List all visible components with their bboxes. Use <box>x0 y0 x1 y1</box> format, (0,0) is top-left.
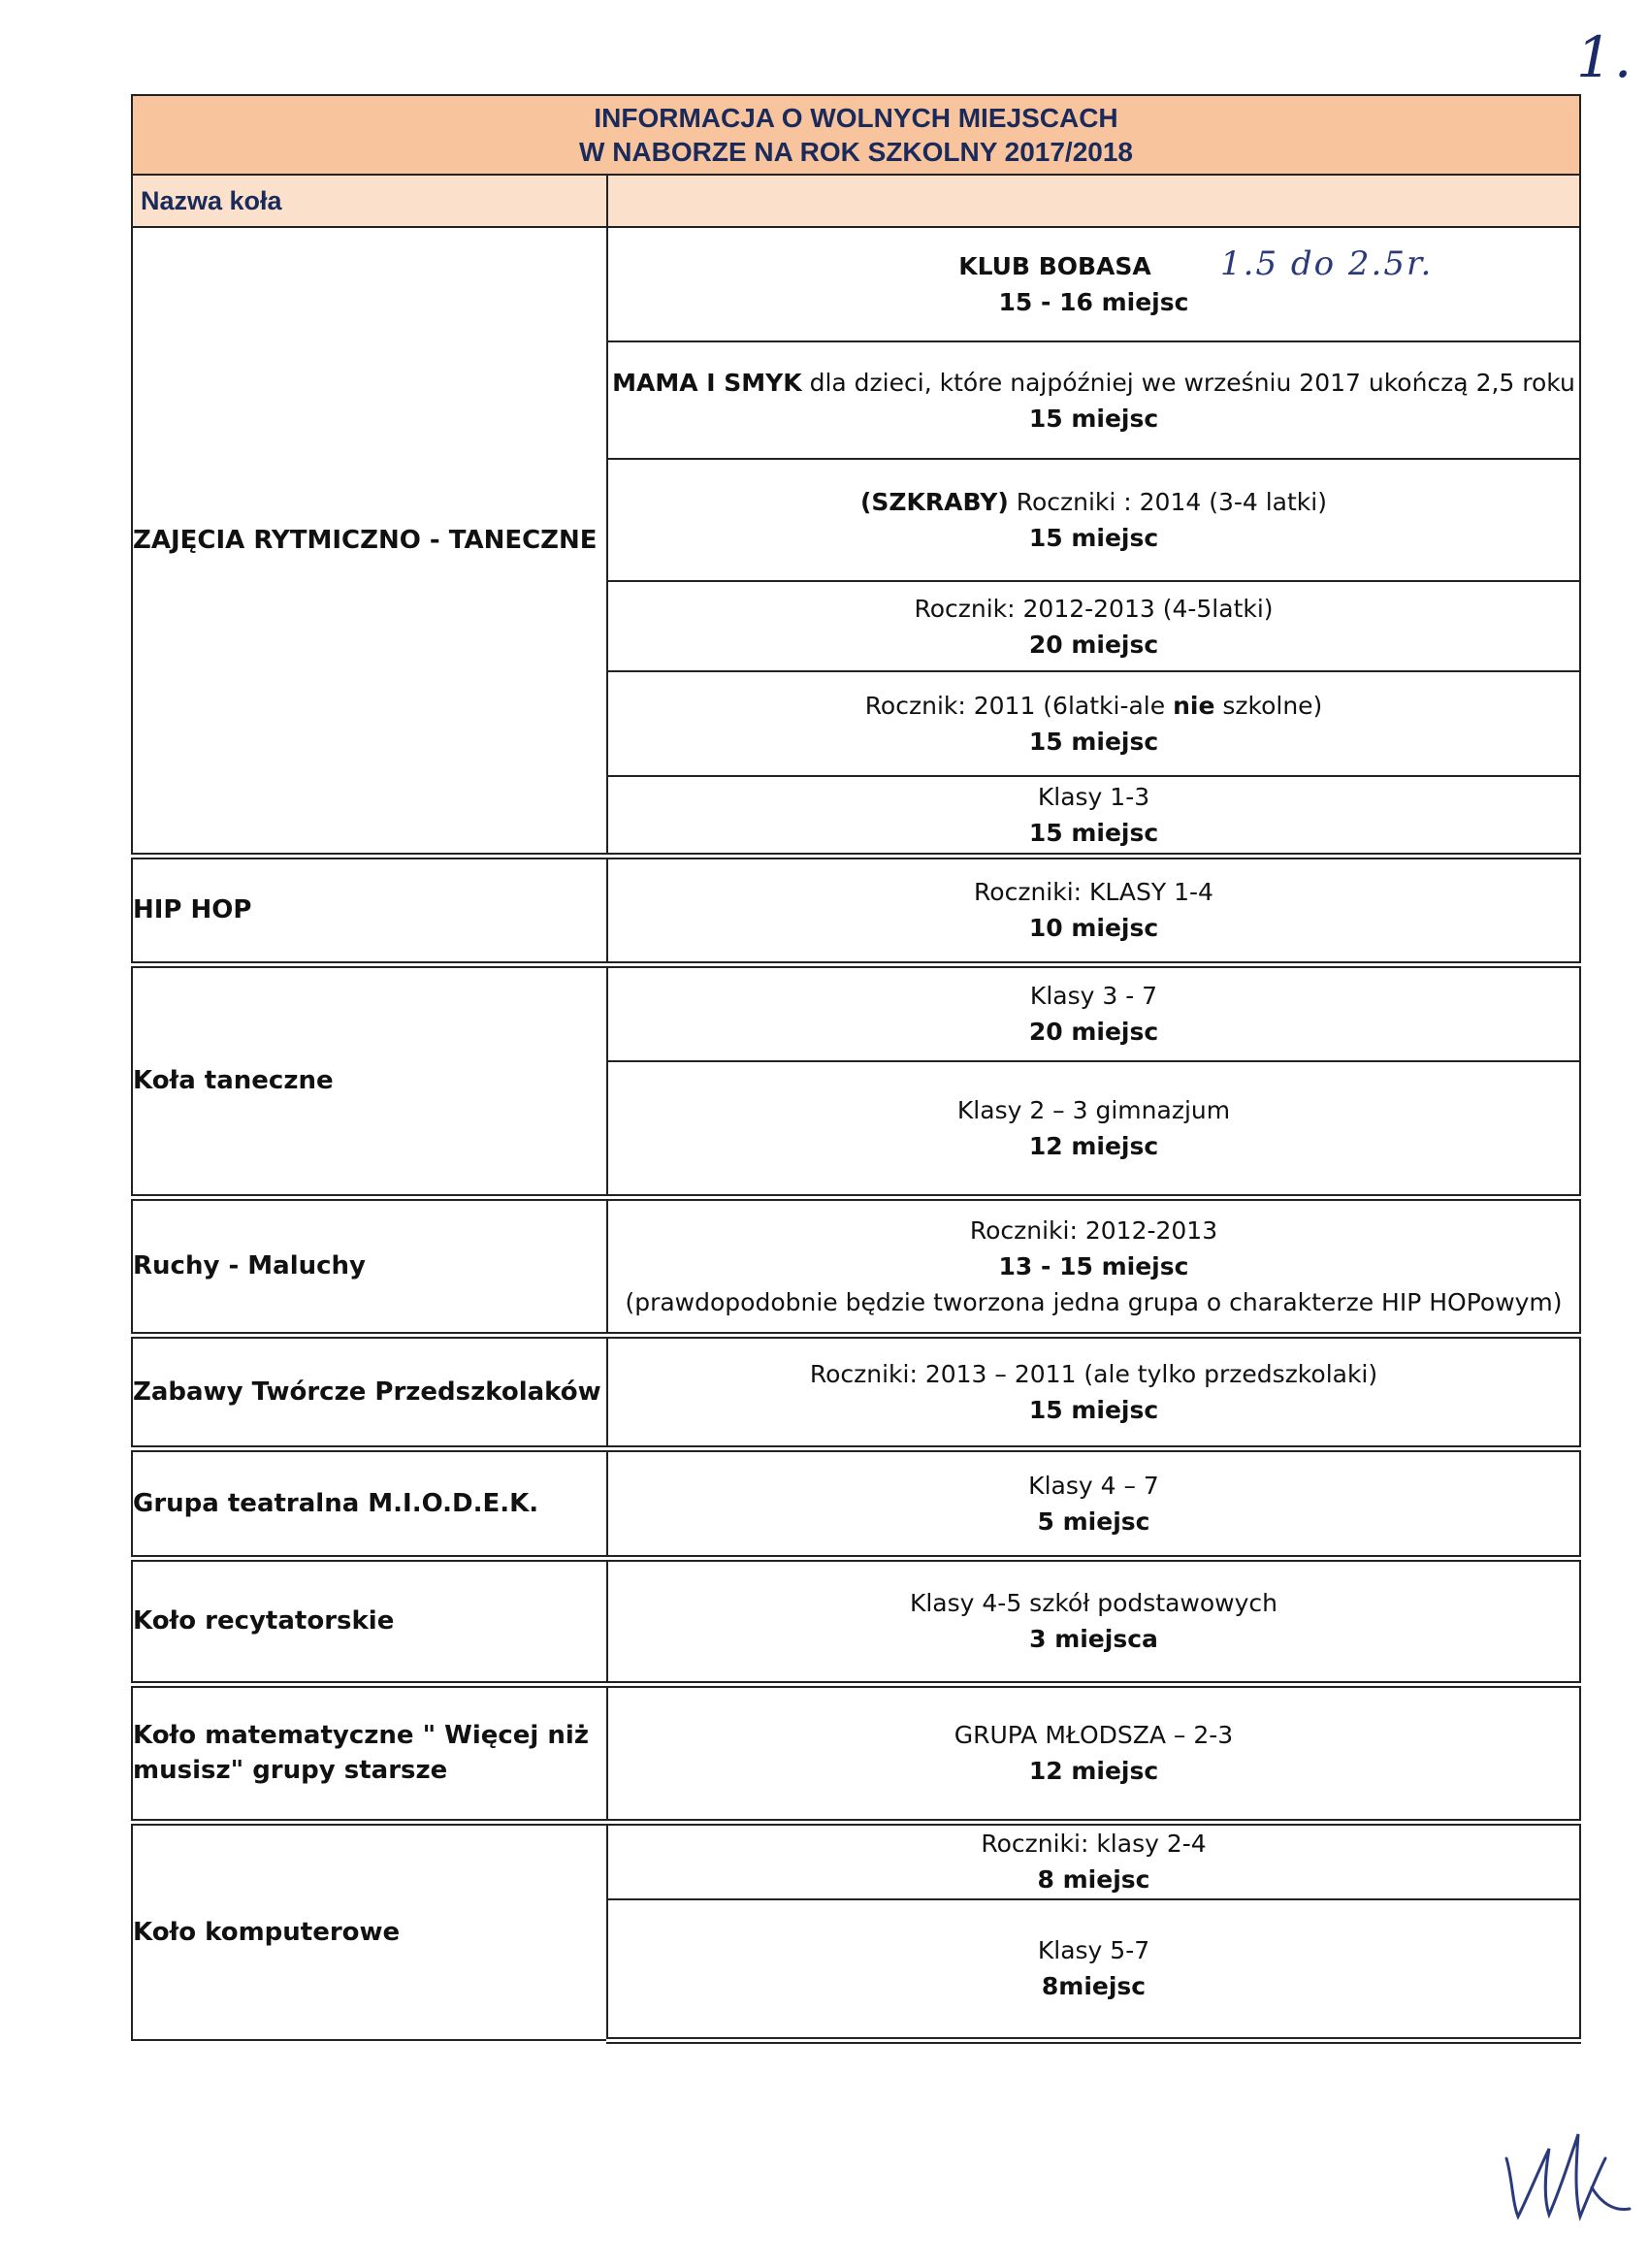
offer-places: 12 miejsc <box>1028 1757 1159 1785</box>
offer-desc: Klasy 5-7 <box>1037 1936 1150 1965</box>
table-row <box>132 1684 1580 1822</box>
offer-cell <box>607 459 1580 581</box>
offer-desc: Klasy 1-3 <box>1037 782 1150 811</box>
offer-cell <box>607 671 1580 776</box>
offer-places: 12 miejsc <box>1028 1131 1159 1160</box>
row-name: Grupa teatralna M.I.O.D.E.K. <box>132 1448 607 1558</box>
offer-places: 15 - 16 miejsc <box>998 288 1189 316</box>
column-label: Nazwa koła <box>141 185 282 215</box>
offer-desc: Roczniki: 2012-2013 <box>969 1215 1218 1245</box>
offer-places: 10 miejsc <box>1028 914 1159 942</box>
column-header-row <box>132 175 1580 227</box>
page-number: 1. <box>1576 24 1634 90</box>
row-name: Ruchy - Maluchy <box>132 1197 607 1335</box>
offer-desc: Klasy 4 – 7 <box>1028 1471 1159 1500</box>
offer-desc: Roczniki: KLASY 1-4 <box>974 878 1213 906</box>
offer-desc: Rocznik: 2011 (6latki-ale <box>864 692 1174 720</box>
offer-cell <box>607 227 1580 341</box>
handwritten-note: 1.5 do 2.5r. <box>1220 244 1434 283</box>
offer-cell <box>607 1448 1580 1558</box>
column-header-empty <box>607 175 1580 227</box>
offer-desc: Klasy 4-5 szkół podstawowych <box>909 1589 1278 1617</box>
offer-cell <box>607 964 1580 1061</box>
offer-cell <box>607 1197 1580 1335</box>
table-row <box>132 1335 1580 1448</box>
offer-cell <box>607 856 1580 964</box>
offer-cell <box>607 341 1580 459</box>
vacancy-table <box>131 94 1581 2044</box>
offer-places: 15 miejsc <box>1028 1395 1159 1424</box>
offer-cell <box>607 1899 1580 2040</box>
row-name: Koła taneczne <box>132 964 607 1197</box>
offer-desc: Klasy 3 - 7 <box>1029 982 1158 1011</box>
column-header-name <box>132 175 607 227</box>
offer-places: 15 miejsc <box>1028 404 1159 433</box>
offer-places: 20 miejsc <box>1028 630 1159 659</box>
table-row <box>132 1448 1580 1558</box>
table-row <box>132 227 1580 341</box>
title-line-1: INFORMACJA O WOLNYCH MIEJSCACH <box>594 103 1118 133</box>
table-title <box>132 95 1580 175</box>
offer-desc: szkolne) <box>1214 692 1323 720</box>
offer-emphasis: nie <box>1173 692 1215 720</box>
row-name <box>132 1684 607 1822</box>
offer-cell <box>607 1061 1580 1197</box>
offer-cell <box>607 581 1580 671</box>
offer-title: MAMA I SMYK <box>612 368 802 397</box>
offer-places: 8 miejsc <box>1037 1865 1150 1895</box>
table-row <box>132 1197 1580 1335</box>
row-name: ZAJĘCIA RYTMICZNO - TANECZNE <box>132 227 607 856</box>
row-name: Koło recytatorskie <box>132 1558 607 1684</box>
offer-places: 20 miejsc <box>1028 1018 1159 1047</box>
offer-cell <box>607 1822 1580 1899</box>
signature <box>1499 2120 1634 2226</box>
offer-desc: dla dzieci, które najpóźniej we wrześniu 2017 ukończą 2,5 roku <box>801 368 1575 397</box>
row-name-line-1: Koło matematyczne " Więcej niż <box>133 1721 589 1750</box>
table-title-row <box>132 95 1580 175</box>
row-name: HIP HOP <box>132 856 607 964</box>
offer-cell <box>607 1558 1580 1684</box>
table-row <box>132 856 1580 964</box>
offer-title: KLUB BOBASA <box>958 252 1151 280</box>
offer-places: 5 miejsc <box>1037 1507 1150 1536</box>
offer-cell <box>607 1684 1580 1822</box>
offer-desc: Roczniki: klasy 2-4 <box>981 1830 1207 1859</box>
offer-note: (prawdopodobnie będzie tworzona jedna grupa o charakterze HIP HOPowym) <box>625 1287 1563 1316</box>
offer-places: 15 miejsc <box>1028 524 1159 552</box>
row-name: Koło komputerowe <box>132 1822 607 2040</box>
offer-places: 8miejsc <box>1041 1972 1147 2001</box>
table-row <box>132 1558 1580 1684</box>
offer-desc: Rocznik: 2012-2013 (4-5latki) <box>914 594 1274 623</box>
offer-cell <box>607 776 1580 856</box>
row-name-line-2: musisz" grupy starsze <box>133 1756 448 1785</box>
offer-places: 15 miejsc <box>1028 728 1159 756</box>
offer-desc: Roczniki : 2014 (3-4 latki) <box>1008 488 1327 516</box>
offer-desc: Roczniki: 2013 – 2011 (ale tylko przedszkolaki) <box>809 1359 1378 1388</box>
table-row <box>132 1822 1580 1899</box>
offer-places: 13 - 15 miejsc <box>998 1251 1189 1280</box>
offer-desc: Klasy 2 – 3 gimnazjum <box>956 1095 1231 1124</box>
row-name: Zabawy Twórcze Przedszkolaków <box>132 1335 607 1448</box>
offer-title: (SZKRABY) <box>860 488 1009 516</box>
offer-cell <box>607 1335 1580 1448</box>
title-line-2: W NABORZE NA ROK SZKOLNY 2017/2018 <box>578 137 1134 167</box>
offer-places: 15 miejsc <box>1028 818 1159 847</box>
offer-places: 3 miejsca <box>1029 1625 1158 1653</box>
table-row <box>132 964 1580 1061</box>
offer-desc: GRUPA MŁODSZA – 2-3 <box>954 1721 1234 1749</box>
